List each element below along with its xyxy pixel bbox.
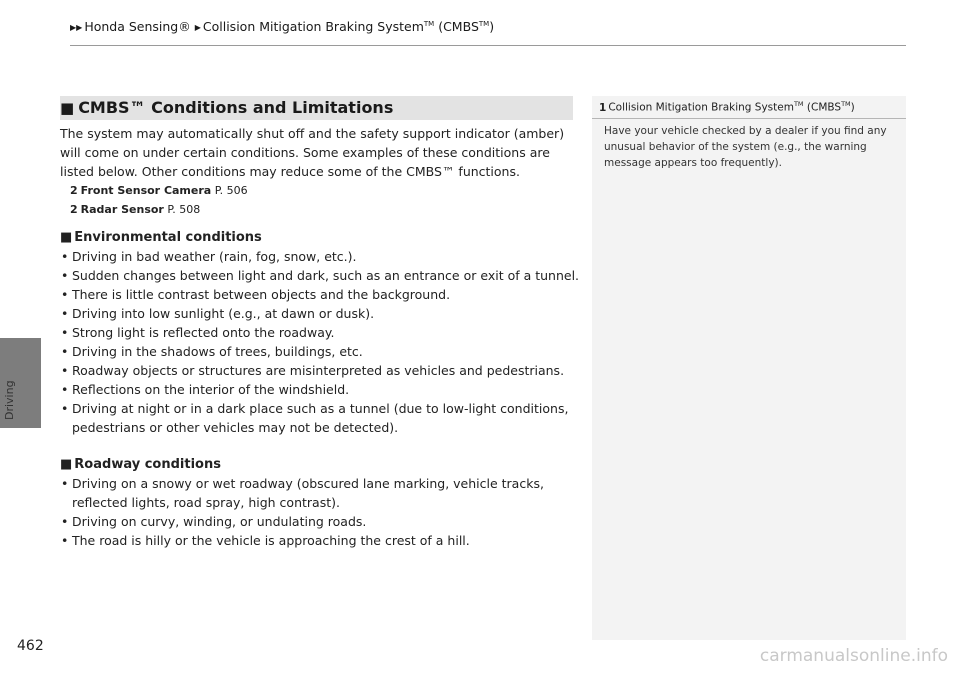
cross-ref-icon: 2 bbox=[70, 203, 78, 216]
square-bullet-icon: ■ bbox=[60, 99, 75, 117]
breadcrumb-arrow-icon: ▶ bbox=[194, 23, 201, 32]
cross-ref-icon: 2 bbox=[70, 184, 78, 197]
roadway-heading: ■ Roadway conditions bbox=[60, 457, 221, 472]
notes-title: 1 Collision Mitigation Braking System™ (CMBS™) bbox=[592, 96, 906, 119]
breadcrumb bbox=[70, 19, 494, 34]
list-item: • Driving into low sunlight (e.g., at dawn or dusk). bbox=[60, 304, 580, 323]
list-item: • There is little contrast between objects and the background. bbox=[60, 285, 580, 304]
breadcrumb-part-2[interactable]: Collision Mitigation Braking System™ (CMBS™) bbox=[202, 19, 495, 34]
main-content bbox=[60, 124, 580, 550]
environmental-list bbox=[60, 247, 580, 437]
note-ref-icon: 1 bbox=[599, 101, 607, 114]
roadway-list bbox=[60, 474, 580, 550]
chapter-tab-label: Driving bbox=[3, 380, 16, 420]
list-item: • The road is hilly or the vehicle is approaching the crest of a hill. bbox=[60, 531, 580, 550]
breadcrumb-arrow-icon: ▶▶ bbox=[70, 23, 83, 32]
list-item: • Driving on a snowy or wet roadway (obscured lane marking, vehicle tracks, reflected lights, road spray, high contrast). bbox=[60, 474, 580, 512]
section-title: ■ CMBS™ Conditions and Limitations bbox=[60, 96, 573, 120]
list-item: • Roadway objects or structures are misinterpreted as vehicles and pedestrians. bbox=[60, 361, 580, 380]
list-item: • Driving at night or in a dark place such as a tunnel (due to low-light conditions, pedestrians or other vehicles may not be detected). bbox=[60, 399, 580, 437]
environmental-heading: ■ Environmental conditions bbox=[60, 230, 262, 245]
notes-panel bbox=[592, 96, 906, 640]
square-bullet-icon: ■ bbox=[60, 230, 73, 245]
square-bullet-icon: ■ bbox=[60, 457, 73, 472]
header-divider bbox=[70, 45, 906, 46]
intro-paragraph: The system may automatically shut off and the safety support indicator (amber) will come on under certain conditions. Some examples of these conditions are listed below. Other conditions may reduce some of the CMBS™ functions. bbox=[60, 126, 565, 179]
list-item: • Reflections on the interior of the windshield. bbox=[60, 380, 580, 399]
list-item: • Driving in bad weather (rain, fog, snow, etc.). bbox=[60, 247, 580, 266]
list-item: • Sudden changes between light and dark, such as an entrance or exit of a tunnel. bbox=[60, 266, 580, 285]
list-item: • Driving in the shadows of trees, buildings, etc. bbox=[60, 342, 580, 361]
cross-ref-radar-sensor[interactable]: 2 Radar Sensor P. 508 bbox=[70, 203, 201, 216]
list-item: • Driving on curvy, winding, or undulating roads. bbox=[60, 512, 580, 531]
breadcrumb-part-1[interactable]: Honda Sensing® bbox=[84, 19, 191, 34]
page-number: 462 bbox=[17, 638, 44, 654]
list-item: • Strong light is reflected onto the roadway. bbox=[60, 323, 580, 342]
cross-ref-front-sensor-camera[interactable]: 2 Front Sensor Camera P. 506 bbox=[70, 184, 248, 197]
watermark: carmanualsonline.info bbox=[759, 646, 948, 666]
notes-body: Have your vehicle checked by a dealer if you find any unusual behavior of the system (e.g., the warning message appears too frequently). bbox=[604, 124, 887, 169]
